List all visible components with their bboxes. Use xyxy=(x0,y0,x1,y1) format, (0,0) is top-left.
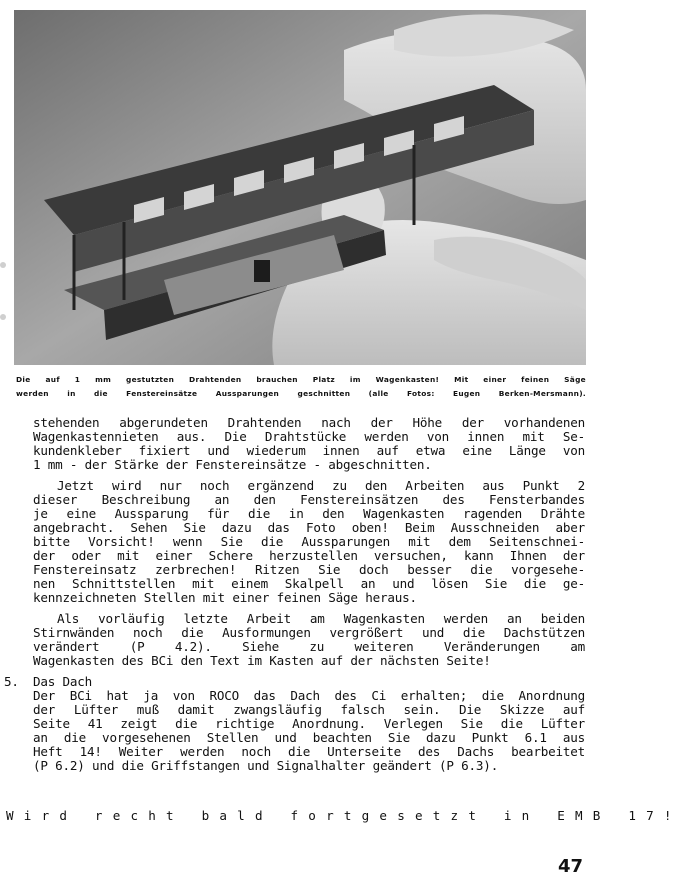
text-line: bitte Vorsicht! wenn Sie die Aussparungen mit dem Seitenschnei- xyxy=(33,534,585,549)
text-line: Seite 41 zeigt die richtige Anordnung. Verlegen Sie die Lüfter xyxy=(33,716,585,731)
paragraph-3 xyxy=(33,612,585,668)
text-line: Heft 14! Weiter werden noch die Unterseite des Dachs bearbeitet xyxy=(33,744,585,759)
text-line: Der BCi hat ja von ROCO das Dach des Ci erhalten; die Anordnung xyxy=(33,688,585,703)
text-line: Stirnwänden noch die Ausformungen vergrößert und die Dachstützen xyxy=(33,625,585,640)
text-line: angebracht. Sehen Sie dazu das Foto oben! Beim Ausschneiden aber xyxy=(33,520,585,535)
text-line: der Lüfter muß damit zwangsläufig falsch sein. Die Skizze auf xyxy=(33,702,585,717)
text-line: kennzeichneten Stellen mit einer feinen Säge heraus. xyxy=(33,590,417,605)
text-line: Wagenkastennieten aus. Die Drahtstücke werden von innen mit Se- xyxy=(33,429,585,444)
caption-line: werden in die Fenstereinsätze Aussparungen geschnitten (alle Fotos: Eugen Berken-Mersmann). xyxy=(16,389,586,398)
text-line: Fenstereinsatz zerbrechen! Ritzen Sie doch besser die vorgesehe- xyxy=(33,562,585,577)
edge-mark xyxy=(0,314,6,320)
text-line: Wagenkasten des BCi den Text im Kasten auf der nächsten Seite! xyxy=(33,653,491,668)
text-line: der oder mit einer Schere herzustellen versuchen, kann Ihnen der xyxy=(33,548,585,563)
text-line: je eine Aussparung für die in den Wagenkasten ragenden Drähte xyxy=(33,506,585,521)
caption-line: Die auf 1 mm gestutzten Drahtenden brauchen Platz im Wagenkasten! Mit einer feinen Säge xyxy=(16,375,586,384)
section-5 xyxy=(4,674,585,773)
section-number: 5. xyxy=(4,674,19,689)
text-line: stehenden abgerundeten Drahtenden nach der Höhe der vorhandenen xyxy=(33,415,585,430)
text-line: an die vorgesehenen Stellen und beachten Sie dazu Punkt 6.1 aus xyxy=(33,730,585,745)
text-line: kundenkleber fixiert und wiederum innen auf etwa eine Länge von xyxy=(33,443,585,458)
article-body xyxy=(4,415,585,773)
paragraph-2 xyxy=(33,479,585,605)
text-line: (P 6.2) und die Griffstangen und Signalhalter geändert (P 6.3). xyxy=(33,758,499,773)
photo-caption xyxy=(16,373,586,401)
text-line: 1 mm - der Stärke der Fenstereinsätze - abgeschnitten. xyxy=(33,457,432,472)
text-line: Jetzt wird nur noch ergänzend zu den Arbeiten aus Punkt 2 xyxy=(57,478,585,493)
continuation-note: Wird recht bald fortgesetzt in EMB 17! xyxy=(6,808,682,823)
text-line: nen Schnittstellen mit einem Skalpell an und lösen Sie die ge- xyxy=(33,576,585,591)
text-line: verändert (P 4.2). Siehe zu weiteren Veränderungen am xyxy=(33,639,585,654)
text-line: Als vorläufig letzte Arbeit am Wagenkasten werden an beiden xyxy=(57,611,585,626)
section-heading: Das Dach xyxy=(33,674,93,689)
edge-mark xyxy=(0,262,6,268)
model-wagon-photo xyxy=(14,10,586,365)
paragraph-1 xyxy=(33,416,585,472)
photo-illustration xyxy=(14,10,586,365)
page-number: 47 xyxy=(558,856,584,877)
text-line: dieser Beschreibung an den Fenstereinsätzen des Fensterbandes xyxy=(33,492,585,507)
